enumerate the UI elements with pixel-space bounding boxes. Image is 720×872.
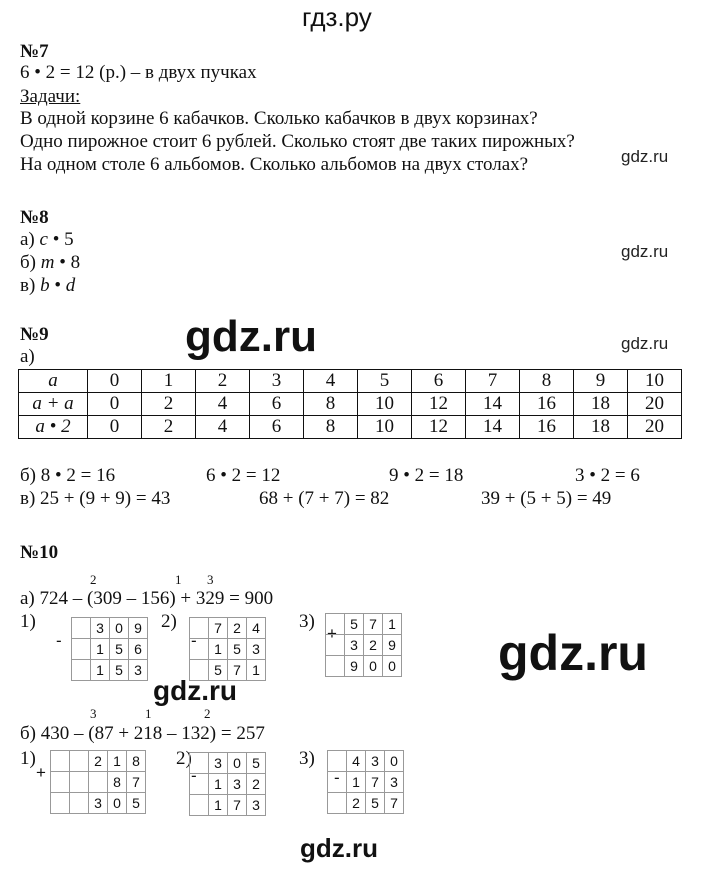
digit: 5 <box>247 753 266 774</box>
variable: b <box>40 275 50 296</box>
task9-part-a: а) <box>20 346 35 367</box>
task7-question-3: На одном столе 6 альбомов. Сколько альбомов на двух столах? <box>20 154 529 175</box>
watermark: gdz.ru <box>621 242 669 261</box>
step-number: 2) <box>161 611 177 632</box>
digit: 5 <box>110 639 129 660</box>
digit: 3 <box>366 751 385 772</box>
item-prefix: в) <box>20 275 41 296</box>
table-cell: 18 <box>574 393 628 416</box>
item-prefix: б) <box>20 252 41 273</box>
order-mark: 2 <box>204 706 211 721</box>
digit: 5 <box>127 793 146 814</box>
digit: 7 <box>385 793 404 814</box>
digit: 7 <box>364 614 383 635</box>
table-cell: 10 <box>358 393 412 416</box>
page-header: гдз.ру <box>302 2 372 32</box>
table-cell: 4 <box>304 370 358 393</box>
table-cell: a + a <box>19 393 88 416</box>
step-number: 1) <box>20 748 36 769</box>
table-cell: 6 <box>250 416 304 439</box>
task9-part-b-4: 3 • 2 = 6 <box>575 465 640 486</box>
digit: 7 <box>209 618 228 639</box>
table-cell: 6 <box>250 393 304 416</box>
order-mark: 3 <box>90 706 97 721</box>
operation-sign: - <box>191 631 197 650</box>
column-calc <box>50 750 146 814</box>
task7-tasks-label: Задачи: <box>20 86 81 107</box>
digit: 2 <box>228 618 247 639</box>
operation-sign: - <box>56 631 62 650</box>
task7-question-1: В одной корзине 6 кабачков. Сколько кабачков в двух корзинах? <box>20 108 538 129</box>
table-cell: 4 <box>196 393 250 416</box>
task9-part-c-3: 39 + (5 + 5) = 49 <box>481 488 612 509</box>
table-cell: 2 <box>142 416 196 439</box>
digit: 7 <box>228 795 247 816</box>
task9-part-b-2: 6 • 2 = 12 <box>206 465 281 486</box>
column-calc <box>189 617 266 681</box>
task10-title: №10 <box>20 542 59 563</box>
operation-sign: + <box>36 763 46 782</box>
item-prefix: а) <box>20 229 40 250</box>
digit: 9 <box>129 618 148 639</box>
operation-sign: + <box>327 624 337 643</box>
values-table <box>18 369 682 439</box>
digit: 9 <box>345 656 364 677</box>
digit: 1 <box>108 751 127 772</box>
step-number: 1) <box>20 611 36 632</box>
task7-title: №7 <box>20 41 49 62</box>
watermark: gdz.ru <box>185 312 317 361</box>
task7-question-2: Одно пирожное стоит 6 рублей. Сколько стоят две таких пирожных? <box>20 131 575 152</box>
digit: 2 <box>247 774 266 795</box>
table-cell: 8 <box>520 370 574 393</box>
digit: 2 <box>347 793 366 814</box>
table-cell: 0 <box>88 393 142 416</box>
table-cell: 16 <box>520 416 574 439</box>
table-cell: 10 <box>358 416 412 439</box>
watermark: gdz.ru <box>621 334 669 353</box>
variable: m <box>40 252 55 273</box>
column-calc <box>325 613 402 677</box>
digit: 7 <box>366 772 385 793</box>
task8-item-c <box>20 275 75 297</box>
table-row <box>19 393 682 416</box>
digit: 2 <box>89 751 108 772</box>
table-cell: 5 <box>358 370 412 393</box>
table-cell: 2 <box>196 370 250 393</box>
digit: 7 <box>228 660 247 681</box>
task9-part-c-1: в) 25 + (9 + 9) = 43 <box>20 488 171 509</box>
digit: 3 <box>228 774 247 795</box>
table-row <box>19 370 682 393</box>
table-row <box>19 416 682 439</box>
table-cell: 3 <box>250 370 304 393</box>
digit: 6 <box>129 639 148 660</box>
table-cell: 20 <box>628 416 682 439</box>
watermark: gdz.ru <box>498 625 648 681</box>
digit: 3 <box>89 793 108 814</box>
digit: 0 <box>110 618 129 639</box>
table-cell: 14 <box>466 416 520 439</box>
digit: 0 <box>108 793 127 814</box>
task9-part-b-1: б) 8 • 2 = 16 <box>20 465 116 486</box>
digit: 4 <box>347 751 366 772</box>
digit: 5 <box>366 793 385 814</box>
table-cell: 7 <box>466 370 520 393</box>
table-cell: 12 <box>412 393 466 416</box>
task10-b-expression: б) 430 – (87 + 218 – 132) = 257 <box>20 723 265 744</box>
digit: 1 <box>91 660 110 681</box>
watermark: gdz.ru <box>621 147 669 166</box>
table-cell: 8 <box>304 416 358 439</box>
table-cell: 0 <box>88 370 142 393</box>
digit <box>89 772 108 793</box>
digit: 1 <box>347 772 366 793</box>
table-cell: 16 <box>520 393 574 416</box>
digit: 3 <box>129 660 148 681</box>
variable: c <box>39 229 48 250</box>
digit: 2 <box>364 635 383 656</box>
column-calc <box>189 752 266 816</box>
watermark: gdz.ru <box>153 675 237 706</box>
task9-part-b-3: 9 • 2 = 18 <box>389 465 464 486</box>
digit: 1 <box>91 639 110 660</box>
item-rest: • 5 <box>47 229 74 250</box>
step-number: 3) <box>299 748 315 769</box>
column-calc <box>327 750 404 814</box>
digit: 0 <box>385 751 404 772</box>
digit: 3 <box>247 639 266 660</box>
table-cell: 9 <box>574 370 628 393</box>
digit: 0 <box>364 656 383 677</box>
table-cell: 8 <box>304 393 358 416</box>
table-cell: 6 <box>412 370 466 393</box>
table-cell: 14 <box>466 393 520 416</box>
digit: 1 <box>209 774 228 795</box>
step-number: 2) <box>176 748 192 769</box>
digit: 5 <box>209 660 228 681</box>
table-cell: 20 <box>628 393 682 416</box>
digit: 1 <box>209 795 228 816</box>
variable: d <box>65 275 76 296</box>
digit: 3 <box>91 618 110 639</box>
digit: 3 <box>385 772 404 793</box>
watermark: gdz.ru <box>300 833 378 863</box>
step-number: 3) <box>299 611 315 632</box>
task9-title: №9 <box>20 324 49 345</box>
item-mid: • <box>49 275 66 296</box>
digit: 5 <box>345 614 364 635</box>
table-cell: a • 2 <box>19 416 88 439</box>
table-cell: 18 <box>574 416 628 439</box>
digit: 1 <box>247 660 266 681</box>
order-mark: 1 <box>175 572 182 587</box>
digit: 8 <box>127 751 146 772</box>
table-cell: 10 <box>628 370 682 393</box>
task8-item-b <box>20 252 80 274</box>
table-cell: 1 <box>142 370 196 393</box>
order-mark: 3 <box>207 572 214 587</box>
order-mark: 2 <box>90 572 97 587</box>
digit: 3 <box>345 635 364 656</box>
task9-part-c-2: 68 + (7 + 7) = 82 <box>259 488 390 509</box>
task7-solution: 6 • 2 = 12 (р.) – в двух пучках <box>20 62 257 83</box>
table-cell: 2 <box>142 393 196 416</box>
order-mark: 1 <box>145 706 152 721</box>
table-cell: a <box>19 370 88 393</box>
table-cell: 12 <box>412 416 466 439</box>
digit: 3 <box>209 753 228 774</box>
digit: 5 <box>110 660 129 681</box>
table-cell: 0 <box>88 416 142 439</box>
digit: 3 <box>247 795 266 816</box>
digit: 9 <box>383 635 402 656</box>
digit: 7 <box>127 772 146 793</box>
column-calc <box>71 617 148 681</box>
digit: 0 <box>228 753 247 774</box>
task8-title: №8 <box>20 207 49 228</box>
item-rest: • 8 <box>54 252 81 273</box>
operation-sign: - <box>191 766 197 785</box>
digit: 8 <box>108 772 127 793</box>
digit: 1 <box>383 614 402 635</box>
digit: 4 <box>247 618 266 639</box>
digit: 0 <box>383 656 402 677</box>
digit: 1 <box>209 639 228 660</box>
digit: 5 <box>228 639 247 660</box>
task8-item-a <box>20 229 74 251</box>
task10-a-expression: а) 724 – (309 – 156) + 329 = 900 <box>20 588 274 609</box>
operation-sign: - <box>334 768 340 787</box>
table-cell: 4 <box>196 416 250 439</box>
